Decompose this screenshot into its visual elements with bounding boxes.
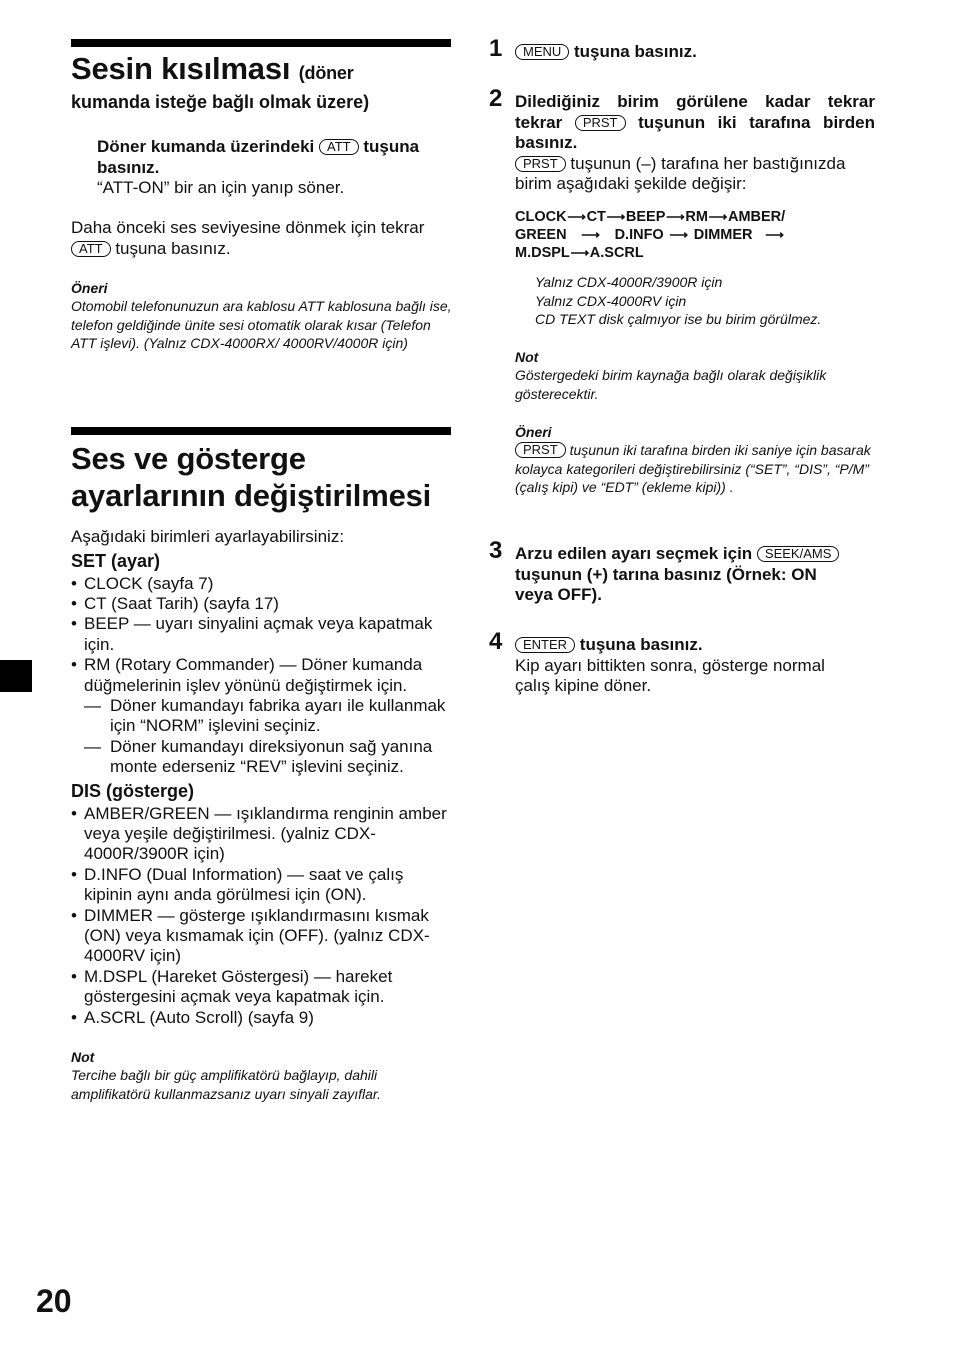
arrow-right-icon: ⟶ [666, 209, 685, 224]
flow-item: CT [586, 209, 606, 225]
list-item: • A.SCRL (Auto Scroll) (sayfa 9) [71, 1008, 453, 1028]
section-title-mute [71, 50, 354, 92]
tip-text: tuşunun iki tarafına birden iki saniye için basarak kolayca kategorileri değiştirebilirsiniz (“SET”, “DIS”, “P/M” (çalış kipi) ve “EDT” (ekleme kipi)) . [515, 442, 871, 495]
list-item: • BEEP — uyarı sinyalini açmak veya kapatmak için. [71, 614, 453, 655]
seek-ams-key: SEEK/AMS [757, 546, 839, 562]
section-subtitle-mute: kumanda isteğe bağlı olmak üzere) [71, 92, 370, 112]
step-number-3: 3 [489, 537, 503, 564]
mute-tip [71, 279, 455, 353]
prst-key-2: PRST [515, 156, 566, 172]
title-line-2: ayarlarının değiştirilmesi [71, 478, 432, 513]
set-heading: SET (ayar) [71, 550, 161, 571]
list-item: • D.INFO (Dual Information) — saat ve çalış kipinin aynı anda görülmesi için (ON). [71, 865, 453, 906]
list-item: • RM (Rotary Commander) — Döner kumanda düğmelerinin işlev yönünü değiştirmek için. [71, 655, 453, 696]
tip-text: Otomobil telefonunuzun ara kablosu ATT kablosuna bağlı ise, telefon geldiğinde ünite sesi otomatik olarak kısar (Telefon ATT işlevi). (Yalnız CDX-4000RX/ 4000RV/4000R için) [71, 298, 452, 351]
step-4-text: tuşuna basınız. [579, 635, 703, 654]
flow-item: D.INFO [614, 227, 664, 243]
step-3 [515, 544, 855, 606]
step-2-text: Dilediğiniz birim görülene kadar tekrar tekrar [515, 92, 875, 132]
section-rule-top [71, 39, 451, 47]
step-1-text: tuşuna basınız. [574, 42, 697, 61]
step-1 [515, 42, 875, 63]
list-item: — Döner kumandayı direksiyonun sağ yanına monte ederseniz “REV” işlevini seçiniz. [71, 737, 453, 778]
footnote-2: Yalnız CDX-4000RV için [535, 292, 687, 309]
flow-item: RM [685, 209, 708, 225]
list-item: • M.DSPL (Hareket Göstergesi) — hareket göstergesini açmak veya kapatmak için. [71, 967, 453, 1008]
menu-key: MENU [515, 44, 569, 60]
footnote-3: CD TEXT disk çalmıyor ise bu birim görülmez. [535, 311, 822, 327]
flow-row-3 [515, 244, 875, 262]
title-text: Sesin kısılması [71, 51, 291, 86]
flow-item: AMBER/ [727, 209, 786, 225]
section-title-settings [71, 440, 431, 514]
enter-key: ENTER [515, 637, 575, 653]
settings-content [71, 527, 453, 1103]
step-number-4: 4 [489, 628, 503, 655]
section-tab-marker [0, 660, 32, 692]
arrow-right-icon: ⟶ [606, 209, 626, 224]
mute-return [71, 218, 453, 259]
flow-item: BEEP [625, 209, 666, 225]
att-key-2: ATT [71, 241, 111, 257]
arrow-right-icon: ⟶ [708, 209, 728, 224]
note-heading: Not [515, 349, 539, 365]
step-2-text-2: tuşunun iki tarafına birden basınız. [515, 112, 876, 152]
step-3-text-2: tuşunun (+) tarına basınız (Örnek: ON veya OFF). [515, 564, 817, 604]
arrow-right-icon: ⟶ [581, 227, 600, 242]
dis-list [71, 804, 453, 1028]
flow-row-2 [515, 226, 875, 244]
arrow-right-icon: ⟶ [669, 227, 689, 242]
flow-item: GREEN [515, 227, 567, 243]
note-heading: Not [71, 1049, 95, 1066]
dis-heading: DIS (gösterge) [71, 780, 195, 801]
mute-instruction [97, 137, 453, 199]
footnote-1: Yalnız CDX-4000R/3900R için [535, 274, 723, 290]
tip-heading: Öneri [71, 280, 108, 296]
arrow-right-icon: ⟶ [765, 227, 784, 242]
list-item: • AMBER/GREEN — ışıklandırma renginin amber veya yeşile değiştirilmesi. (yalniz CDX-4000R/3900R için) [71, 804, 453, 865]
step-4 [515, 635, 860, 697]
flow-item: DIMMER [693, 227, 753, 243]
rm-sublist [71, 696, 453, 778]
title-line-1: Ses ve gösterge [71, 441, 306, 476]
section-rule-2 [71, 427, 451, 435]
step-2-detail: tuşunun (–) tarafına her bastığınızda birim aşağıdaki şekilde değişir: [515, 153, 846, 193]
title-paren: (döner [298, 63, 354, 83]
step-2-tip [515, 423, 880, 497]
flow-footnotes [535, 273, 880, 329]
step-3-text: Arzu edilen ayarı seçmek için [515, 544, 753, 563]
flow-item: CLOCK [515, 209, 567, 225]
step-2-note [515, 348, 880, 403]
return-text-2: tuşuna basınız. [115, 238, 231, 258]
prst-key: PRST [575, 115, 626, 131]
arrow-right-icon: ⟶ [570, 245, 590, 260]
step-number-2: 2 [489, 85, 503, 112]
list-item: • DIMMER — gösterge ışıklandırmasını kısmak (ON) veya kısmamak için (OFF). (yalnız CDX-4000RV için) [71, 906, 453, 967]
step-number-1: 1 [489, 35, 503, 62]
page-number: 20 [36, 1283, 72, 1319]
flow-row-1 [515, 208, 875, 226]
set-list [71, 574, 453, 696]
list-item: — Döner kumandayı fabrika ayarı ile kullanmak için “NORM” işlevini seçiniz. [71, 696, 453, 737]
step-4-result: Kip ayarı bittikten sonra, gösterge normal çalış kipine döner. [515, 655, 825, 695]
tip-heading: Öneri [515, 424, 552, 440]
note-text: Tercihe bağlı bir güç amplifikatörü bağlayıp, dahili amplifikatörü kullanmazsanız uyarı sinyali zayıflar. [71, 1067, 381, 1102]
return-text: Daha önceki ses seviyesine dönmek için tekrar [71, 218, 425, 237]
note-text: Göstergedeki birim kaynağa bağlı olarak değişiklik gösterecektir. [515, 367, 827, 402]
setting-flow [515, 208, 875, 262]
instruction-text: Döner kumanda üzerindeki [97, 137, 315, 156]
flow-item: M.DSPL [515, 245, 570, 261]
instruction-text-2: tuşuna basınız. [97, 137, 420, 177]
att-key: ATT [319, 139, 359, 155]
flow-item: A.SCRL [589, 245, 644, 261]
step-2 [515, 92, 875, 195]
settings-intro: Aşağıdaki birimleri ayarlayabilirsiniz: [71, 527, 345, 546]
list-item: • CT (Saat Tarih) (sayfa 17) [71, 594, 453, 614]
prst-key-3: PRST [515, 442, 566, 458]
arrow-right-icon: ⟶ [567, 209, 586, 224]
list-item: • CLOCK (sayfa 7) [71, 574, 453, 594]
instruction-result: “ATT-ON” bir an için yanıp söner. [97, 178, 345, 197]
